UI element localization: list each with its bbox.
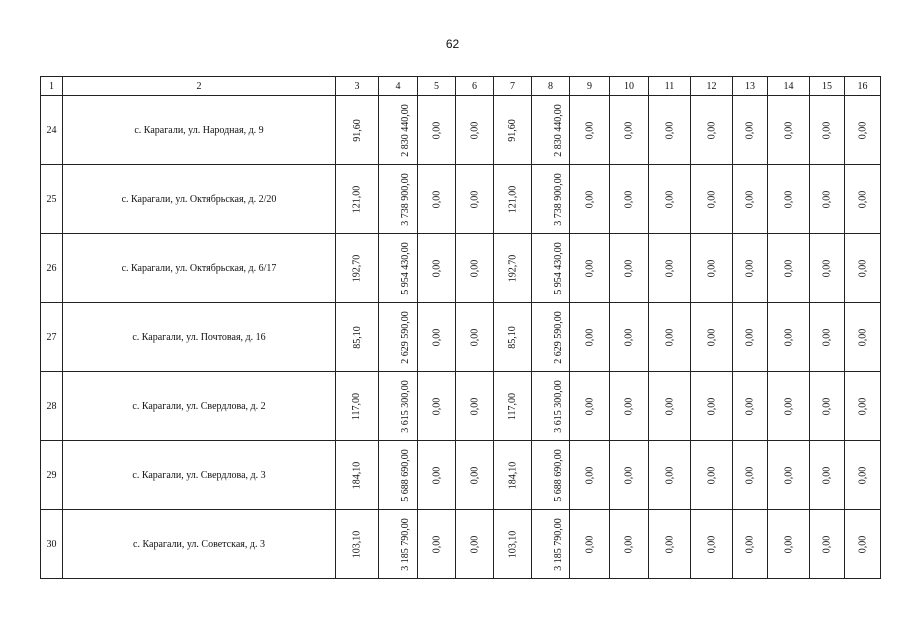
value-text: 5 688 690,00 [552,448,564,502]
value-cell [494,165,532,234]
value-text: 184,10 [507,461,518,489]
value-text: 3 615 300,00 [552,379,564,433]
value-text: 0,00 [744,190,756,208]
row-number: 28 [41,372,63,441]
table-row [41,510,881,579]
value-text: 0,00 [623,259,635,277]
value-cell [649,303,691,372]
value-cell [649,96,691,165]
value-cell [336,372,379,441]
header-row [41,77,881,96]
value-text: 0,00 [857,535,868,553]
address-cell: с. Карагали, ул. Свердлова, д. 3 [63,441,336,510]
address-cell: с. Карагали, ул. Почтовая, д. 16 [63,303,336,372]
value-text: 0,00 [821,328,833,346]
value-text: 0,00 [706,121,717,139]
value-cell [610,441,649,510]
row-number: 24 [41,96,63,165]
value-text: 0,00 [623,121,635,139]
value-text: 0,00 [744,397,756,415]
value-text: 103,10 [351,530,363,558]
value-cell [649,165,691,234]
value-text: 184,10 [351,461,363,489]
column-header: 8 [532,77,570,96]
table-row [41,441,881,510]
value-text: 0,00 [857,259,868,277]
value-cell [810,510,845,579]
value-text: 0,00 [469,190,480,208]
value-cell [379,303,418,372]
value-cell [610,165,649,234]
value-cell [649,510,691,579]
value-cell [494,372,532,441]
column-header: 11 [649,77,691,96]
value-text: 0,00 [821,190,833,208]
value-text: 117,00 [351,392,363,420]
value-text: 91,60 [507,118,518,142]
value-cell [691,165,733,234]
value-cell [456,96,494,165]
value-text: 192,70 [507,254,518,282]
value-cell [379,96,418,165]
value-cell [845,510,881,579]
value-text: 3 185 790,00 [399,517,411,571]
value-cell [845,165,881,234]
value-text: 0,00 [664,397,675,415]
value-text: 0,00 [706,466,717,484]
value-cell [494,510,532,579]
value-text: 0,00 [783,535,794,553]
value-cell [456,510,494,579]
value-cell [494,303,532,372]
column-header: 5 [418,77,456,96]
value-cell [379,372,418,441]
value-text: 0,00 [706,259,717,277]
value-cell [733,441,768,510]
value-text: 0,00 [469,466,480,484]
value-text: 0,00 [783,397,794,415]
value-text: 0,00 [706,328,717,346]
value-text: 0,00 [744,121,756,139]
value-text: 0,00 [744,535,756,553]
value-text: 0,00 [821,397,833,415]
value-text: 0,00 [623,190,635,208]
value-text: 192,70 [351,254,363,282]
value-text: 0,00 [664,535,675,553]
value-text: 3 738 900,00 [399,172,411,226]
value-text: 0,00 [664,121,675,139]
value-text: 2 830 440,00 [399,103,411,157]
row-number: 26 [41,234,63,303]
value-cell [768,510,810,579]
value-text: 0,00 [431,535,442,553]
value-cell [733,234,768,303]
value-cell [610,372,649,441]
value-cell [418,165,456,234]
value-cell [570,165,610,234]
value-text: 0,00 [783,121,794,139]
value-text: 0,00 [584,121,595,139]
value-text: 0,00 [584,535,595,553]
value-text: 85,10 [351,325,363,349]
address-cell: с. Карагали, ул. Октябрьская, д. 2/20 [63,165,336,234]
row-number: 25 [41,165,63,234]
column-header: 1 [41,77,63,96]
row-number: 27 [41,303,63,372]
value-cell [570,96,610,165]
value-text: 0,00 [821,535,833,553]
value-cell [810,96,845,165]
value-cell [379,234,418,303]
value-text: 0,00 [584,466,595,484]
value-text: 0,00 [469,259,480,277]
value-cell [532,372,570,441]
value-cell [733,165,768,234]
value-text: 3 185 790,00 [552,517,564,571]
value-text: 0,00 [783,328,794,346]
value-cell [570,372,610,441]
address-cell: с. Карагали, ул. Октябрьская, д. 6/17 [63,234,336,303]
value-text: 0,00 [431,190,442,208]
value-text: 0,00 [664,466,675,484]
value-cell [418,234,456,303]
value-text: 0,00 [857,466,868,484]
table-row [41,96,881,165]
value-cell [733,510,768,579]
value-cell [570,303,610,372]
column-header: 12 [691,77,733,96]
value-cell [494,96,532,165]
value-cell [610,510,649,579]
value-text: 0,00 [431,328,442,346]
value-cell [691,234,733,303]
value-text: 2 629 590,00 [552,310,564,364]
address-cell: с. Карагали, ул. Народная, д. 9 [63,96,336,165]
row-number: 30 [41,510,63,579]
value-text: 0,00 [469,397,480,415]
address-cell: с. Карагали, ул. Советская, д. 3 [63,510,336,579]
value-cell [336,441,379,510]
value-text: 0,00 [783,466,794,484]
value-cell [610,303,649,372]
value-text: 0,00 [623,397,635,415]
value-text: 0,00 [431,466,442,484]
value-text: 117,00 [506,392,518,420]
value-text: 0,00 [431,397,442,415]
value-text: 0,00 [584,190,595,208]
value-cell [733,96,768,165]
value-cell [845,441,881,510]
value-cell [418,96,456,165]
value-text: 121,00 [507,185,518,213]
column-header: 7 [494,77,532,96]
value-cell [570,510,610,579]
value-text: 5 688 690,00 [399,448,411,502]
value-text: 0,00 [821,259,833,277]
value-text: 0,00 [821,121,833,139]
value-cell [768,441,810,510]
value-cell [379,165,418,234]
value-text: 91,60 [351,118,363,142]
value-cell [845,372,881,441]
value-text: 0,00 [744,328,756,346]
value-cell [810,372,845,441]
table-row [41,372,881,441]
value-cell [379,441,418,510]
value-cell [610,96,649,165]
value-text: 3 615 300,00 [399,379,411,433]
value-text: 0,00 [664,328,675,346]
value-cell [418,372,456,441]
value-cell [768,234,810,303]
value-cell [532,96,570,165]
column-header: 13 [733,77,768,96]
value-cell [691,441,733,510]
table-body [41,77,881,579]
value-cell [532,234,570,303]
value-text: 0,00 [664,259,675,277]
value-cell [532,510,570,579]
value-text: 2 830 440,00 [552,103,564,157]
value-cell [532,303,570,372]
value-text: 0,00 [744,259,756,277]
value-cell [418,510,456,579]
value-text: 85,10 [507,325,518,349]
value-text: 0,00 [857,121,868,139]
value-cell [768,165,810,234]
column-header: 15 [810,77,845,96]
value-cell [336,96,379,165]
value-cell [810,441,845,510]
address-cell: с. Карагали, ул. Свердлова, д. 2 [63,372,336,441]
value-text: 0,00 [664,190,675,208]
value-cell [768,303,810,372]
page-number: 62 [445,37,460,51]
value-cell [418,303,456,372]
value-cell [456,441,494,510]
column-header: 3 [336,77,379,96]
value-cell [733,303,768,372]
value-cell [845,303,881,372]
value-text: 0,00 [706,397,717,415]
column-header: 6 [456,77,494,96]
value-cell [494,441,532,510]
value-cell [768,372,810,441]
data-table [40,76,881,579]
value-cell [532,165,570,234]
value-text: 2 629 590,00 [399,310,411,364]
value-text: 3 738 900,00 [552,172,564,226]
value-cell [336,165,379,234]
value-text: 0,00 [744,466,756,484]
value-text: 5 954 430,00 [552,241,564,295]
table-row [41,165,881,234]
value-text: 0,00 [431,121,442,139]
column-header: 14 [768,77,810,96]
value-text: 0,00 [706,535,717,553]
value-cell [494,234,532,303]
value-text: 0,00 [469,328,480,346]
value-cell [768,96,810,165]
column-header: 9 [570,77,610,96]
value-cell [456,165,494,234]
value-cell [845,234,881,303]
value-text: 0,00 [706,190,717,208]
value-cell [456,303,494,372]
value-text: 0,00 [584,397,595,415]
value-cell [456,372,494,441]
value-text: 0,00 [623,535,635,553]
value-cell [610,234,649,303]
column-header: 2 [63,77,336,96]
value-cell [532,441,570,510]
table-row [41,234,881,303]
value-cell [691,510,733,579]
value-cell [691,372,733,441]
value-text: 103,10 [507,530,518,558]
value-cell [649,441,691,510]
value-cell [336,510,379,579]
value-cell [379,510,418,579]
table-row [41,303,881,372]
value-cell [336,234,379,303]
value-cell [649,372,691,441]
value-cell [691,303,733,372]
value-cell [810,234,845,303]
value-text: 0,00 [821,466,833,484]
value-text: 0,00 [857,328,868,346]
value-text: 0,00 [623,466,635,484]
value-cell [570,234,610,303]
value-text: 0,00 [584,259,595,277]
value-text: 0,00 [857,397,868,415]
column-header: 10 [610,77,649,96]
row-number: 29 [41,441,63,510]
value-text: 0,00 [469,121,480,139]
value-text: 0,00 [431,259,442,277]
value-cell [418,441,456,510]
column-header: 16 [845,77,881,96]
value-text: 121,00 [351,185,363,213]
value-cell [845,96,881,165]
column-header: 4 [379,77,418,96]
value-text: 5 954 430,00 [399,241,411,295]
value-cell [810,165,845,234]
value-cell [733,372,768,441]
value-cell [810,303,845,372]
value-text: 0,00 [584,328,595,346]
value-text: 0,00 [623,328,635,346]
value-cell [649,234,691,303]
value-text: 0,00 [783,259,794,277]
value-text: 0,00 [783,190,794,208]
value-cell [336,303,379,372]
value-cell [570,441,610,510]
value-cell [456,234,494,303]
value-text: 0,00 [469,535,480,553]
value-cell [691,96,733,165]
value-text: 0,00 [857,190,868,208]
